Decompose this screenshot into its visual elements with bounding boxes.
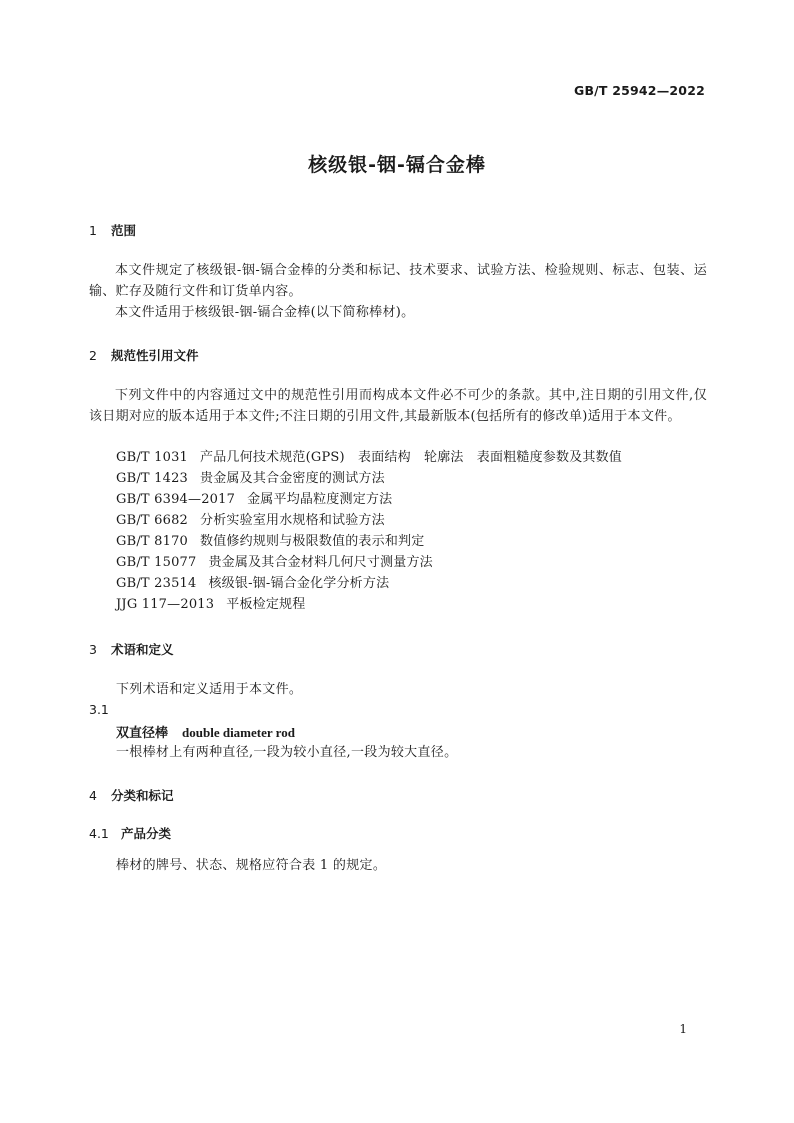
reference-title: 核级银-铟-镉合金化学分析方法 [208, 576, 390, 591]
section-number: 2 [89, 348, 97, 363]
section-4-heading [89, 786, 174, 804]
reference-code: GB/T 6682 [116, 513, 189, 528]
reference-code: GB/T 1031 [116, 450, 189, 465]
reference-item [116, 489, 392, 510]
section-number: 1 [89, 223, 97, 238]
reference-item [116, 510, 385, 531]
reference-title: 贵金属及其合金密度的测试方法 [200, 471, 385, 486]
reference-title: 产品几何技术规范(GPS) 表面结构 轮廓法 表面粗糙度参数及其数值 [200, 450, 622, 465]
subsection-title: 产品分类 [121, 826, 172, 841]
reference-title: 平板检定规程 [226, 597, 306, 612]
classification-text: 棒材的牌号、状态、规格应符合表 1 的规定。 [116, 858, 387, 873]
reference-title: 分析实验室用水规格和试验方法 [200, 513, 385, 528]
section-title: 范围 [111, 223, 137, 238]
subsection-number: 4.1 [89, 826, 109, 841]
subsection-4-1-heading [89, 824, 171, 842]
reference-item [116, 552, 433, 573]
section-1-heading [89, 221, 136, 239]
section-title: 规范性引用文件 [111, 348, 199, 363]
term-definition: 一根棒材上有两种直径,一段为较小直径,一段为较大直径。 [116, 745, 458, 760]
section-2-heading [89, 346, 199, 364]
section-number: 4 [89, 788, 97, 803]
reference-item [116, 594, 305, 615]
scope-paragraph-2: 本文件适用于核级银-铟-镉合金棒(以下简称棒材)。 [115, 305, 415, 320]
reference-code: GB/T 6394—2017 [116, 492, 236, 507]
terms-intro: 下列术语和定义适用于本文件。 [116, 682, 303, 697]
references-intro: 下列文件中的内容通过文中的规范性引用而构成本文件必不可少的条款。其中,注日期的引用文件,仅该日期对应的版本适用于本文件;不注日期的引用文件,其最新版本(包括所有的修改单)适用于本文件。 [89, 388, 707, 424]
section-title: 分类和标记 [111, 788, 174, 803]
reference-item [116, 531, 424, 552]
scope-paragraph-1: 本文件规定了核级银-铟-镉合金棒的分类和标记、技术要求、试验方法、检验规则、标志、包装、运输、贮存及随行文件和订货单内容。 [89, 263, 707, 299]
section-3-heading [89, 640, 174, 658]
term-entry [116, 722, 295, 741]
term-english: double diameter rod [182, 725, 295, 740]
reference-item [116, 468, 385, 489]
section-number: 3 [89, 642, 97, 657]
term-number: 3.1 [89, 702, 109, 717]
reference-title: 贵金属及其合金材料几何尺寸测量方法 [208, 555, 433, 570]
standard-code: GB/T 25942—2022 [573, 83, 705, 98]
page-number: 1 [679, 1022, 687, 1036]
reference-title: 数值修约规则与极限数值的表示和判定 [200, 534, 425, 549]
reference-code: GB/T 23514 [116, 576, 197, 591]
reference-code: GB/T 15077 [116, 555, 197, 570]
section-title: 术语和定义 [111, 642, 174, 657]
term-chinese: 双直径棒 [116, 726, 169, 741]
reference-code: JJG 117—2013 [116, 597, 215, 612]
reference-item [116, 573, 389, 594]
reference-code: GB/T 1423 [116, 471, 189, 486]
reference-item [116, 447, 622, 468]
reference-title: 金属平均晶粒度测定方法 [247, 492, 393, 507]
reference-code: GB/T 8170 [116, 534, 189, 549]
document-title: 核级银-铟-镉合金棒 [308, 154, 486, 176]
